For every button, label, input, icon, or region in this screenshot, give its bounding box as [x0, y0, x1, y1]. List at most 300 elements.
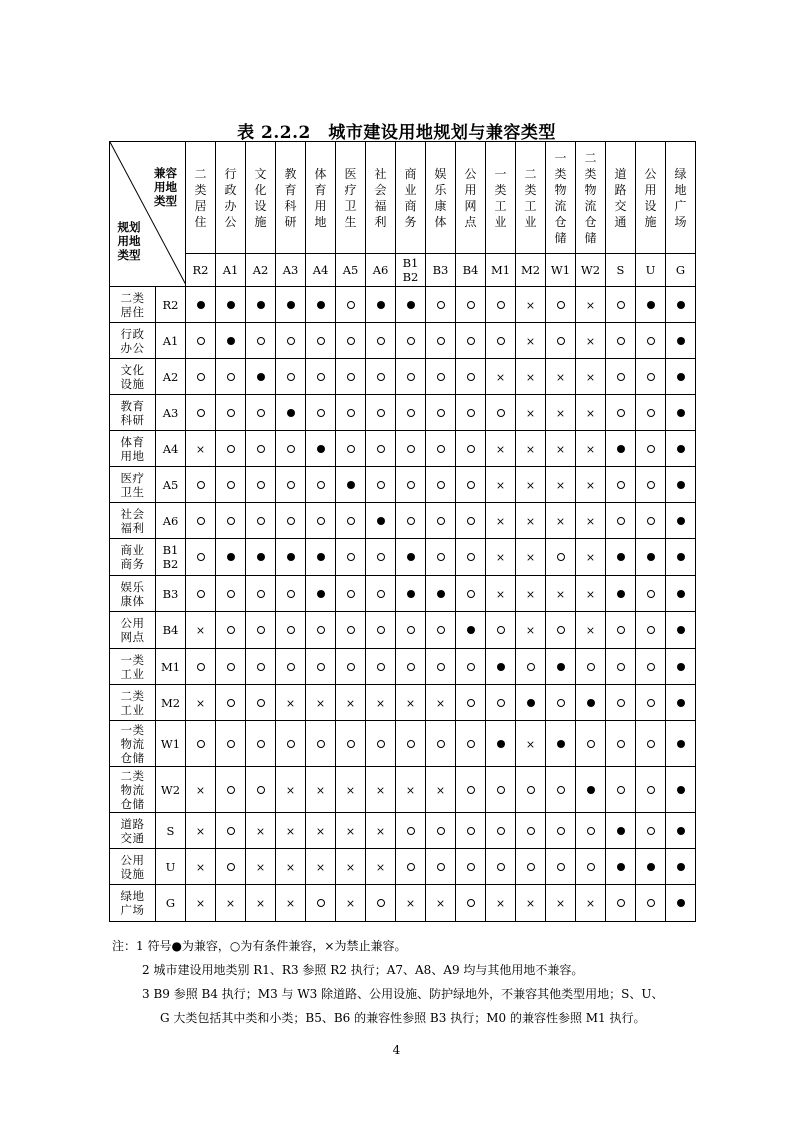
- compat-cell: [306, 503, 336, 539]
- conditional-marker: [587, 827, 595, 835]
- compat-cell: [606, 287, 636, 323]
- compat-cell: [606, 539, 636, 576]
- note-3-continued: G 大类包括其中类和小类；B5、B6 的兼容性参照 B3 执行；M0 的兼容性参照 M1 执行。: [160, 1011, 646, 1025]
- compat-cell: [576, 685, 606, 721]
- conditional-marker: [647, 626, 655, 634]
- compat-cell: [336, 431, 366, 467]
- conditional-marker: [557, 337, 565, 345]
- compat-cell: [546, 849, 576, 885]
- compat-cell: [186, 467, 216, 503]
- compat-cell: [306, 287, 336, 323]
- compat-cell: [456, 323, 486, 359]
- conditional-marker: [467, 373, 475, 381]
- compat-cell: [396, 612, 426, 649]
- prohibited-marker: ×: [495, 478, 506, 492]
- row-header-name: 公用 网点: [110, 612, 156, 649]
- prohibited-marker: ×: [345, 783, 356, 797]
- compat-cell: [426, 323, 456, 359]
- prohibited-marker: ×: [525, 551, 536, 564]
- compat-cell: [576, 649, 606, 685]
- compat-cell: [516, 813, 546, 849]
- prohibited-marker: ×: [345, 824, 356, 838]
- compatible-marker: [647, 863, 655, 871]
- compatible-marker: [257, 553, 265, 561]
- conditional-marker: [287, 663, 295, 671]
- conditional-marker: [347, 373, 355, 381]
- compat-cell: [216, 431, 246, 467]
- table-row: [110, 431, 696, 467]
- compat-cell: [546, 359, 576, 395]
- compat-cell: [306, 813, 336, 849]
- compat-cell: [546, 685, 576, 721]
- prohibited-marker: ×: [555, 587, 566, 601]
- conditional-marker: [377, 337, 385, 345]
- compat-cell: [306, 885, 336, 922]
- conditional-marker: [257, 409, 265, 417]
- compatible-marker: [677, 863, 685, 871]
- conditional-marker: [527, 663, 535, 671]
- compat-cell: [336, 685, 366, 721]
- conditional-marker: [617, 337, 625, 345]
- compat-cell: [666, 685, 696, 721]
- conditional-marker: [377, 663, 385, 671]
- column-header-code: M2: [516, 254, 546, 287]
- conditional-marker: [197, 481, 205, 489]
- compat-cell: [516, 885, 546, 922]
- prohibited-marker: ×: [495, 897, 506, 910]
- conditional-marker: [227, 863, 235, 871]
- compatible-marker: [317, 301, 325, 309]
- compat-cell: [426, 287, 456, 323]
- compatible-marker: [347, 481, 355, 489]
- compat-cell: [516, 721, 546, 767]
- compat-cell: [516, 287, 546, 323]
- row-header-name: 社会 福利: [110, 503, 156, 539]
- compat-cell: [216, 395, 246, 431]
- prohibited-marker: ×: [525, 514, 536, 528]
- compat-cell: [456, 539, 486, 576]
- compat-cell: [636, 813, 666, 849]
- compat-cell: [606, 576, 636, 612]
- conditional-marker: [467, 786, 475, 794]
- conditional-marker: [467, 740, 475, 748]
- conditional-marker: [377, 626, 385, 634]
- conditional-marker: [557, 553, 565, 561]
- column-header-code: B1 B2: [396, 254, 426, 287]
- row-header-code: W2: [156, 767, 186, 813]
- compatible-marker: [677, 553, 685, 561]
- prohibited-marker: ×: [525, 737, 536, 751]
- row-header-name: 教育 科研: [110, 395, 156, 431]
- compat-cell: [306, 395, 336, 431]
- compat-cell: [246, 431, 276, 467]
- column-header-name: [246, 142, 276, 254]
- compat-cell: [456, 467, 486, 503]
- compat-cell: [606, 323, 636, 359]
- corner-bottom-label: 规划用地类型: [117, 220, 141, 262]
- compat-cell: [456, 849, 486, 885]
- compat-cell: [216, 767, 246, 813]
- prohibited-marker: ×: [585, 370, 596, 384]
- column-header-name-text: 公用网点: [464, 166, 477, 229]
- compat-cell: [396, 767, 426, 813]
- compat-cell: [486, 359, 516, 395]
- column-header-name: [396, 142, 426, 254]
- compatible-marker: [677, 899, 685, 907]
- conditional-marker: [647, 517, 655, 525]
- compatible-marker: [617, 445, 625, 453]
- conditional-marker: [227, 786, 235, 794]
- compat-cell: [276, 359, 306, 395]
- compat-cell: [606, 431, 636, 467]
- compat-cell: [246, 287, 276, 323]
- compat-cell: [546, 323, 576, 359]
- conditional-marker: [647, 899, 655, 907]
- compat-cell: [396, 813, 426, 849]
- prohibited-marker: ×: [585, 897, 596, 910]
- conditional-marker: [377, 445, 385, 453]
- compat-cell: [516, 395, 546, 431]
- compatible-marker: [677, 663, 685, 671]
- conditional-marker: [317, 481, 325, 489]
- compatible-marker: [407, 553, 415, 561]
- compat-cell: [396, 359, 426, 395]
- conditional-marker: [557, 301, 565, 309]
- conditional-marker: [227, 626, 235, 634]
- row-header-code: A5: [156, 467, 186, 503]
- conditional-marker: [227, 373, 235, 381]
- note-1: 注：1 符号●为兼容，○为有条件兼容，×为禁止兼容。: [112, 939, 407, 953]
- compat-cell: [366, 359, 396, 395]
- column-header-code: B3: [426, 254, 456, 287]
- prohibited-marker: ×: [495, 370, 506, 384]
- compat-cell: [396, 721, 426, 767]
- compat-cell: [636, 287, 666, 323]
- compat-cell: [216, 849, 246, 885]
- column-header-name: [366, 142, 396, 254]
- conditional-marker: [647, 699, 655, 707]
- compat-cell: [636, 576, 666, 612]
- compat-cell: [216, 539, 246, 576]
- compat-cell: [486, 467, 516, 503]
- table-row: [110, 576, 696, 612]
- prohibited-marker: ×: [375, 696, 386, 710]
- row-header-name: 绿地 广场: [110, 885, 156, 922]
- column-header-code: S: [606, 254, 636, 287]
- corner-diagonal-line: [110, 142, 186, 285]
- prohibited-marker: ×: [555, 897, 566, 910]
- compatible-marker: [227, 301, 235, 309]
- row-header-name: 行政 办公: [110, 323, 156, 359]
- compatible-marker: [587, 699, 595, 707]
- prohibited-marker: ×: [585, 624, 596, 637]
- row-header-name: 文化 设施: [110, 359, 156, 395]
- prohibited-marker: ×: [585, 442, 596, 456]
- compat-cell: [216, 503, 246, 539]
- prohibited-marker: ×: [225, 897, 236, 910]
- compat-cell: [606, 767, 636, 813]
- compat-cell: [336, 287, 366, 323]
- compatible-marker: [587, 786, 595, 794]
- prohibited-marker: ×: [375, 783, 386, 797]
- conditional-marker: [227, 699, 235, 707]
- compat-cell: [276, 649, 306, 685]
- conditional-marker: [437, 663, 445, 671]
- compatible-marker: [677, 337, 685, 345]
- conditional-marker: [467, 663, 475, 671]
- compat-cell: [186, 885, 216, 922]
- prohibited-marker: ×: [195, 860, 206, 874]
- prohibited-marker: ×: [555, 514, 566, 528]
- column-header-code: W2: [576, 254, 606, 287]
- conditional-marker: [257, 626, 265, 634]
- column-header-name-text: 文化设施: [254, 166, 267, 229]
- notes-section: [112, 934, 712, 1030]
- column-header-name: [576, 142, 606, 254]
- table-row: [110, 612, 696, 649]
- compat-cell: [336, 885, 366, 922]
- compat-cell: [396, 885, 426, 922]
- compatible-marker: [227, 337, 235, 345]
- compat-cell: [606, 359, 636, 395]
- compat-cell: [636, 649, 666, 685]
- compat-cell: [276, 885, 306, 922]
- prohibited-marker: ×: [195, 897, 206, 910]
- compat-cell: [636, 359, 666, 395]
- conditional-marker: [347, 337, 355, 345]
- compatible-marker: [677, 481, 685, 489]
- compatible-marker: [677, 786, 685, 794]
- conditional-marker: [467, 553, 475, 561]
- compat-cell: [276, 503, 306, 539]
- compat-cell: [366, 287, 396, 323]
- conditional-marker: [587, 663, 595, 671]
- compat-cell: [246, 885, 276, 922]
- conditional-marker: [647, 373, 655, 381]
- prohibited-marker: ×: [525, 442, 536, 456]
- compatible-marker: [287, 553, 295, 561]
- conditional-marker: [437, 553, 445, 561]
- compat-cell: [486, 323, 516, 359]
- compat-cell: [336, 576, 366, 612]
- compat-cell: [186, 612, 216, 649]
- compat-cell: [606, 849, 636, 885]
- compat-cell: [516, 503, 546, 539]
- compatible-marker: [617, 863, 625, 871]
- compat-cell: [276, 467, 306, 503]
- compat-cell: [216, 885, 246, 922]
- prohibited-marker: ×: [405, 783, 416, 797]
- prohibited-marker: ×: [285, 783, 296, 797]
- conditional-marker: [467, 590, 475, 598]
- column-header-name: [486, 142, 516, 254]
- prohibited-marker: ×: [285, 696, 296, 710]
- compat-cell: [486, 885, 516, 922]
- compat-cell: [366, 431, 396, 467]
- conditional-marker: [647, 786, 655, 794]
- prohibited-marker: ×: [285, 860, 296, 874]
- prohibited-marker: ×: [195, 696, 206, 710]
- conditional-marker: [407, 445, 415, 453]
- column-header-name-text: 教育科研: [284, 166, 297, 229]
- compat-cell: [246, 467, 276, 503]
- conditional-marker: [407, 481, 415, 489]
- compat-cell: [336, 767, 366, 813]
- prohibited-marker: ×: [375, 860, 386, 874]
- compat-cell: [186, 323, 216, 359]
- row-header-code: S: [156, 813, 186, 849]
- conditional-marker: [407, 373, 415, 381]
- compat-cell: [666, 467, 696, 503]
- compat-cell: [216, 685, 246, 721]
- prohibited-marker: ×: [525, 587, 536, 601]
- conditional-marker: [197, 373, 205, 381]
- compat-cell: [636, 539, 666, 576]
- compat-cell: [666, 649, 696, 685]
- conditional-marker: [467, 481, 475, 489]
- compat-cell: [306, 359, 336, 395]
- row-header-code: U: [156, 849, 186, 885]
- compat-cell: [456, 395, 486, 431]
- compatible-marker: [467, 626, 475, 634]
- conditional-marker: [287, 337, 295, 345]
- table-row: [110, 721, 696, 767]
- compat-cell: [216, 576, 246, 612]
- compat-cell: [186, 576, 216, 612]
- compatible-marker: [677, 827, 685, 835]
- compat-cell: [306, 649, 336, 685]
- column-header-name-text: 医疗卫生: [344, 166, 357, 229]
- compat-cell: [366, 576, 396, 612]
- compat-cell: [306, 576, 336, 612]
- compat-cell: [486, 287, 516, 323]
- prohibited-marker: ×: [195, 824, 206, 838]
- conditional-marker: [407, 517, 415, 525]
- conditional-marker: [467, 301, 475, 309]
- compat-cell: [306, 685, 336, 721]
- compat-cell: [366, 813, 396, 849]
- compatible-marker: [647, 553, 655, 561]
- conditional-marker: [437, 517, 445, 525]
- compat-cell: [456, 767, 486, 813]
- compat-cell: [186, 539, 216, 576]
- table-row: [110, 685, 696, 721]
- compat-cell: [306, 612, 336, 649]
- compat-cell: [426, 431, 456, 467]
- conditional-marker: [437, 863, 445, 871]
- compat-cell: [426, 539, 456, 576]
- row-header-name: 一类 物流 仓储: [110, 721, 156, 767]
- compat-cell: [636, 395, 666, 431]
- conditional-marker: [497, 786, 505, 794]
- compat-cell: [336, 539, 366, 576]
- conditional-marker: [227, 445, 235, 453]
- compat-cell: [426, 503, 456, 539]
- conditional-marker: [407, 663, 415, 671]
- conditional-marker: [527, 863, 535, 871]
- prohibited-marker: ×: [555, 478, 566, 492]
- column-header-name: [516, 142, 546, 254]
- prohibited-marker: ×: [555, 370, 566, 384]
- conditional-marker: [287, 517, 295, 525]
- compatible-marker: [407, 301, 415, 309]
- compat-cell: [666, 431, 696, 467]
- row-header-name: 二类 居住: [110, 287, 156, 323]
- conditional-marker: [257, 517, 265, 525]
- conditional-marker: [467, 863, 475, 871]
- conditional-marker: [317, 663, 325, 671]
- compatible-marker: [257, 373, 265, 381]
- compat-cell: [186, 649, 216, 685]
- compat-cell: [666, 503, 696, 539]
- compatible-marker: [677, 740, 685, 748]
- prohibited-marker: ×: [255, 860, 266, 874]
- compat-cell: [546, 431, 576, 467]
- column-header-code: U: [636, 254, 666, 287]
- compat-cell: [276, 287, 306, 323]
- compat-cell: [276, 539, 306, 576]
- compat-cell: [456, 359, 486, 395]
- conditional-marker: [227, 517, 235, 525]
- compat-cell: [636, 467, 666, 503]
- conditional-marker: [317, 517, 325, 525]
- table-row: [110, 467, 696, 503]
- compat-cell: [486, 612, 516, 649]
- conditional-marker: [617, 517, 625, 525]
- compat-cell: [396, 503, 426, 539]
- conditional-marker: [647, 337, 655, 345]
- conditional-marker: [197, 663, 205, 671]
- column-header-name-text: 公用设施: [644, 166, 657, 229]
- conditional-marker: [257, 445, 265, 453]
- compat-cell: [186, 431, 216, 467]
- row-header-name: 娱乐 康体: [110, 576, 156, 612]
- column-header-name: [636, 142, 666, 254]
- note-3: 3 B9 参照 B4 执行；M3 与 W3 除道路、公用设施、防护绿地外，不兼容其他类型用地；S、U、: [142, 987, 664, 1001]
- compat-cell: [546, 612, 576, 649]
- compat-cell: [636, 721, 666, 767]
- conditional-marker: [347, 590, 355, 598]
- compat-cell: [576, 287, 606, 323]
- compat-cell: [516, 359, 546, 395]
- conditional-marker: [617, 786, 625, 794]
- conditional-marker: [377, 590, 385, 598]
- conditional-marker: [257, 590, 265, 598]
- compatible-marker: [317, 445, 325, 453]
- compat-cell: [516, 849, 546, 885]
- compat-cell: [666, 813, 696, 849]
- column-header-name-text: 行政办公: [224, 166, 237, 229]
- prohibited-marker: ×: [495, 442, 506, 456]
- compat-cell: [576, 813, 606, 849]
- conditional-marker: [557, 626, 565, 634]
- conditional-marker: [257, 663, 265, 671]
- conditional-marker: [437, 337, 445, 345]
- row-header-code: B4: [156, 612, 186, 649]
- conditional-marker: [467, 899, 475, 907]
- column-header-name: [276, 142, 306, 254]
- compatible-marker: [677, 301, 685, 309]
- compat-cell: [246, 612, 276, 649]
- compat-cell: [666, 885, 696, 922]
- column-header-name: [426, 142, 456, 254]
- conditional-marker: [557, 786, 565, 794]
- column-header-name: [216, 142, 246, 254]
- prohibited-marker: ×: [345, 897, 356, 910]
- conditional-marker: [617, 409, 625, 417]
- conditional-marker: [467, 699, 475, 707]
- compat-cell: [306, 323, 336, 359]
